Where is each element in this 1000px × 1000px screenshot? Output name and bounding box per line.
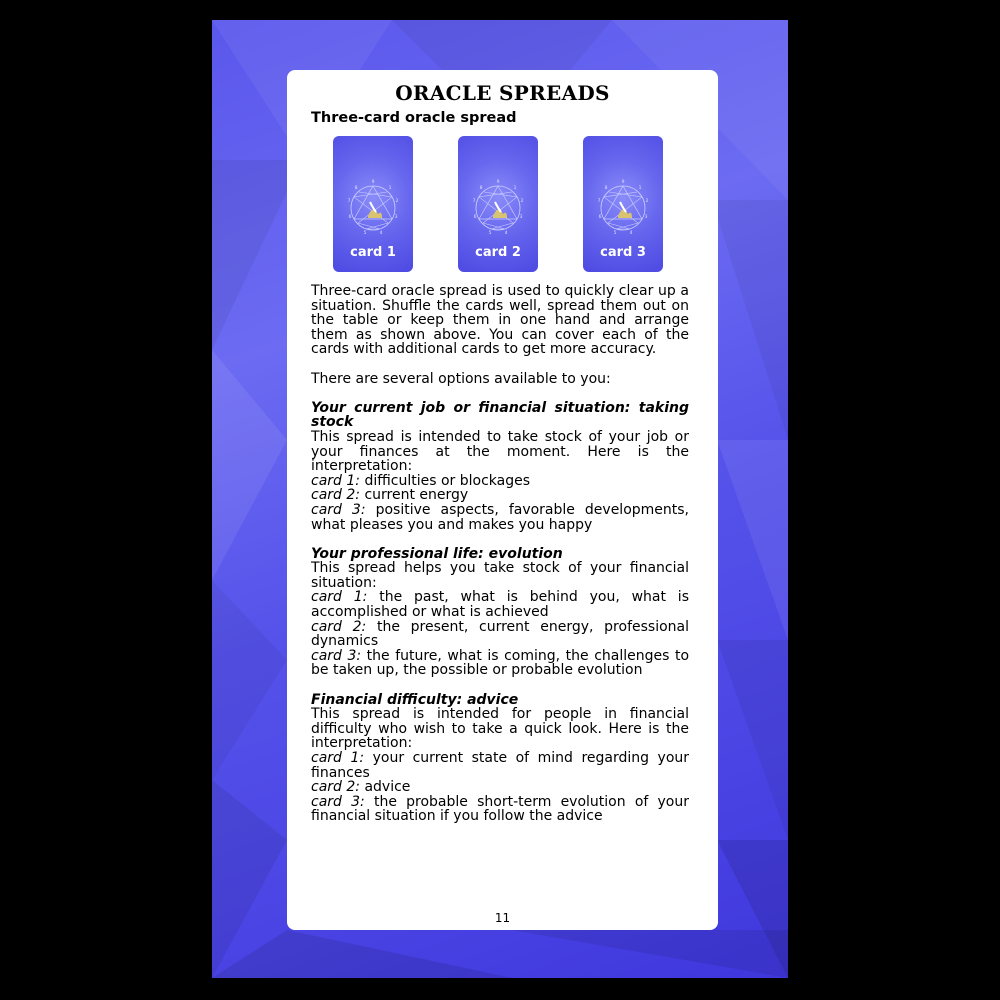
card-item-text: the present, current energy, professional dynamics [311,618,689,650]
section-text: This spread is intended to take stock of your job or your finances at the moment. Here is the interpretation: [311,428,689,475]
card-number: 3 [394,215,398,220]
card-item-label: card 3: [311,793,365,810]
card-number: 6 [598,215,602,220]
card-number: 4 [629,231,633,236]
oracle-card-3 [583,136,663,272]
body-text [311,284,689,824]
card-item [311,474,689,489]
card-number: 8 [604,186,608,191]
card-item [311,590,689,619]
card-number: 2 [520,199,524,204]
card-item [311,649,689,678]
oracle-card-2 [458,136,538,272]
card-item [311,503,689,532]
card-number: 9 [496,180,500,185]
card-number: 2 [645,199,649,204]
card-number: 3 [519,215,523,220]
section-heading: Your current job or financial situation: taking stock [311,399,689,431]
section-subtitle: Three-card oracle spread [311,110,517,126]
card-number: 5 [363,231,367,236]
oracle-card-1 [333,136,413,272]
card-number: 5 [488,231,492,236]
card-item-text: the probable short-term evolution of your financial situation if you follow the advice [311,793,689,825]
section-text: This spread helps you take stock of your financial situation: [311,560,689,591]
spread-section-2 [311,547,689,678]
card-number: 5 [613,231,617,236]
section-heading: Financial difficulty: advice [311,691,519,708]
card-item [311,780,689,795]
card-number: 7 [472,199,476,204]
card-item-label: card 2: [311,487,360,504]
card-number: 1 [638,186,642,191]
card-number: 9 [621,180,625,185]
card-item-text: advice [364,779,411,796]
card-item-text: your current state of mind regarding your finances [311,750,690,781]
content-page [287,70,718,930]
card-label: card 2 [475,245,521,260]
page-title: ORACLE SPREADS [395,81,610,105]
card-item [311,620,689,649]
card-item-text: current energy [364,487,469,504]
intro-paragraph: Three-card oracle spread is used to quickly clear up a situation. Shuffle the cards well, spread them out on the table or keep them in one hand and arrange them as shown above. You can cover each of the cards with additional cards to get more accuracy. [311,283,689,358]
card-item-label: card 3: [311,501,366,518]
card-number: 6 [473,215,477,220]
card-number: 2 [395,199,399,204]
card-item-label: card 3: [311,647,362,664]
spread-section-3 [311,693,689,824]
card-number: 7 [597,199,601,204]
card-item-text: the past, what is behind you, what is accomplished or what is achieved [311,589,689,621]
card-number: 7 [347,199,351,204]
card-number: 8 [479,186,483,191]
card-item-text: positive aspects, favorable developments, what pleases you and makes you happy [311,501,690,533]
card-number: 9 [371,180,375,185]
options-paragraph: There are several options available to you: [311,370,611,387]
card-item-label: card 2: [311,779,360,796]
card-item-label: card 1: [311,472,360,489]
card-item-label: card 1: [311,589,368,606]
section-heading: Your professional life: evolution [311,545,563,562]
card-number: 1 [388,186,392,191]
card-number: 6 [348,215,352,220]
card-number: 8 [354,186,358,191]
card-label: card 3 [600,245,646,260]
spread-section-1 [311,401,689,532]
card-number: 4 [504,231,508,236]
card-number: 4 [379,231,383,236]
section-text: This spread is intended for people in financial difficulty who wish to take a quick look. Here is the interpretation: [311,706,689,752]
card-item-text: difficulties or blockages [364,472,531,489]
card-item-text: the future, what is coming, the challenges to be taken up, the possible or probable evolution [311,647,690,679]
card-number: 1 [513,186,517,191]
card-item [311,488,689,503]
card-number: 3 [644,215,648,220]
card-item [311,795,689,824]
page-number: 11 [494,911,511,925]
card-label: card 1 [350,245,396,260]
card-item [311,751,689,780]
card-item-label: card 1: [311,750,365,766]
card-item-label: card 2: [311,618,367,635]
